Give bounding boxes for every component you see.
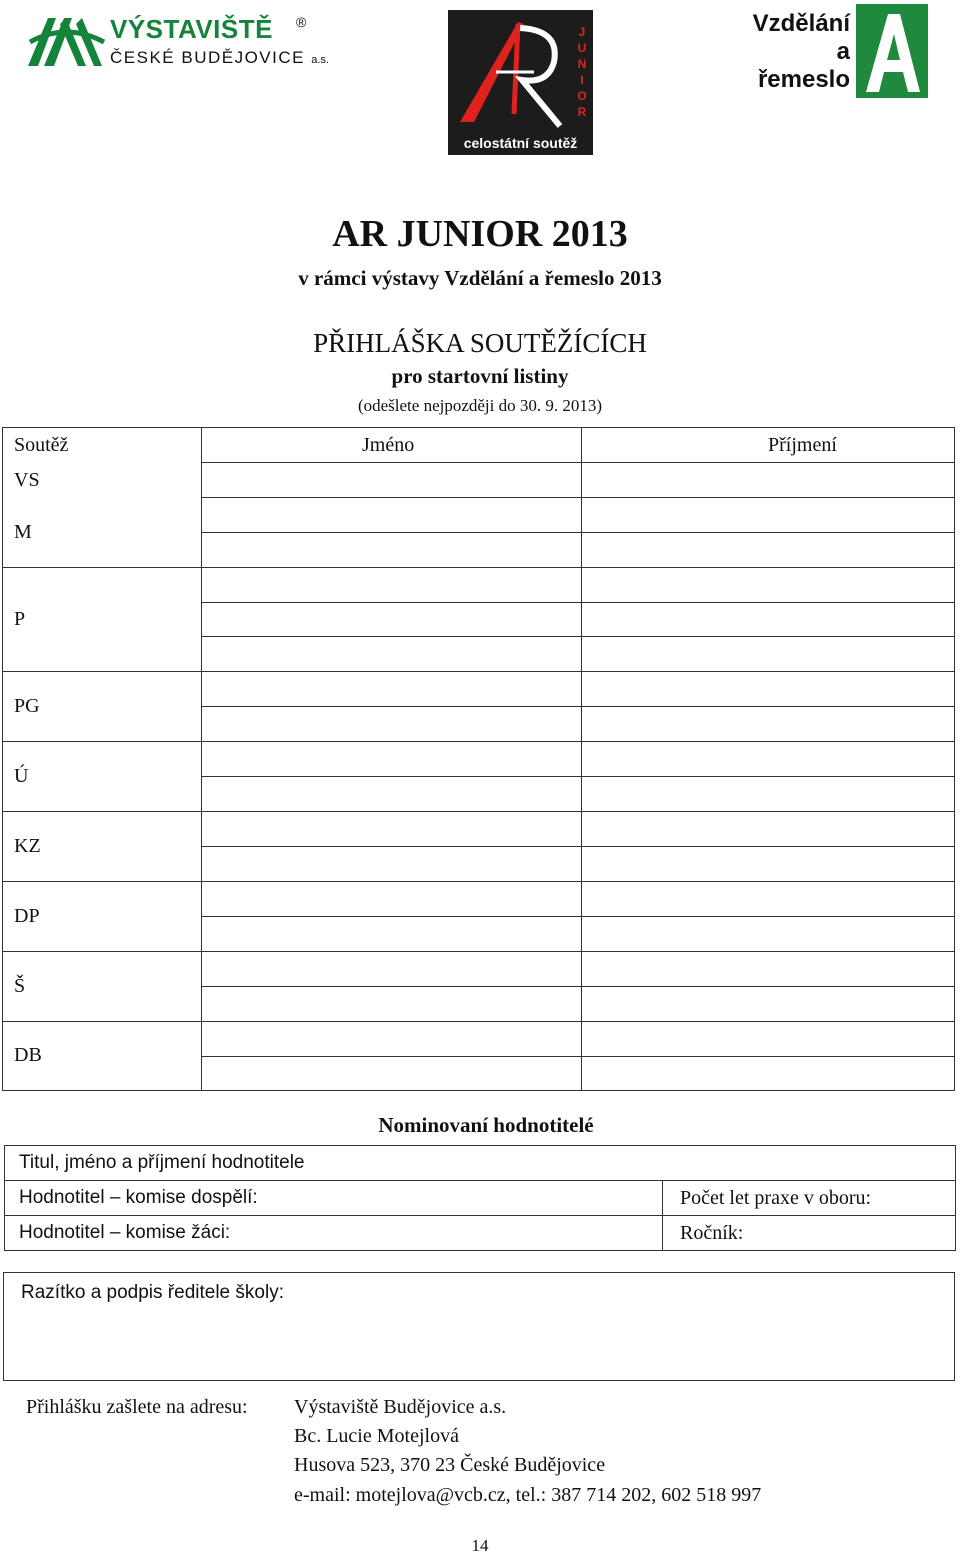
address-contact: Bc. Lucie Motejlová: [294, 1425, 459, 1447]
row-line: [201, 602, 955, 603]
vystaviste-logo: [26, 12, 329, 74]
deadline-note: (odešlete nejpozději do 30. 9. 2013): [357, 396, 603, 415]
eval-border-bottom: [4, 1250, 956, 1251]
registered-mark: ®: [296, 14, 307, 30]
group-label: Ú: [14, 765, 29, 787]
evaluator-header-label: Titul, jméno a příjmení hodnotitele: [19, 1152, 305, 1173]
vystaviste-mark-icon: [26, 12, 106, 68]
vzdelani-remeslo-text: Vzdělání a řemeslo: [752, 10, 850, 93]
row-line: [201, 776, 955, 777]
group-label: P: [14, 608, 26, 630]
group-line: [2, 567, 955, 568]
table-border-left: [2, 427, 3, 1090]
page-number: 14: [471, 1536, 489, 1555]
group-line: [2, 951, 955, 952]
evaluators-title: Nominovaní hodnotitelé: [378, 1113, 594, 1137]
row-line: [201, 497, 955, 498]
address-company: Výstaviště Budějovice a.s.: [294, 1396, 507, 1418]
adult-committee-label: Hodnotitel – komise dospělí:: [19, 1187, 258, 1208]
group-line: [2, 881, 955, 882]
vystaviste-city: ČESKÉ BUDĚJOVICE a.s.: [110, 48, 329, 67]
row-line: [201, 986, 955, 987]
address-label: Přihlášku zašlete na adresu:: [26, 1396, 248, 1418]
header-competition: Soutěž: [14, 434, 69, 456]
group-label: PG: [14, 695, 40, 717]
eval-border-top: [4, 1145, 956, 1146]
row-line: [201, 706, 955, 707]
page-subtitle: v rámci výstavy Vzdělání a řemeslo 2013: [298, 266, 662, 290]
table-border-bottom: [2, 1090, 955, 1091]
group-line: [2, 741, 955, 742]
group-label: Š: [14, 975, 26, 997]
practice-years-label: Počet let praxe v oboru:: [680, 1187, 872, 1209]
row-line: [201, 846, 955, 847]
eval-border-right: [955, 1145, 956, 1251]
ar-junior-logo: [448, 10, 593, 155]
header-underline: [201, 462, 955, 463]
ar-monogram-icon: [448, 10, 593, 135]
eval-row-line: [4, 1215, 956, 1216]
ar-junior-vertical: J U N I O R: [577, 25, 587, 119]
address-street: Husova 523, 370 23 České Budějovice: [294, 1454, 606, 1476]
grade-label: Ročník:: [680, 1222, 744, 1244]
eval-border-left: [4, 1145, 5, 1251]
group-label: DP: [14, 905, 40, 927]
table-divider-2: [581, 427, 582, 1090]
row-line: [201, 532, 955, 533]
group-label: KZ: [14, 835, 41, 857]
eval-divider: [662, 1180, 663, 1251]
group-label: DB: [14, 1044, 42, 1066]
stamp-border-bottom: [3, 1380, 955, 1381]
header-first-name: Jméno: [362, 434, 415, 456]
group-label: VS: [14, 469, 40, 491]
stamp-label: Razítko a podpis ředitele školy:: [21, 1282, 284, 1303]
row-line: [201, 916, 955, 917]
letter-a-emblem-icon: [856, 4, 928, 98]
table-border-top: [2, 427, 955, 428]
group-line: [2, 811, 955, 812]
group-label: M: [14, 521, 32, 543]
table-divider-1: [201, 427, 202, 1090]
vystaviste-name: VÝSTAVIŠTĚ: [110, 14, 273, 44]
stamp-border-right: [954, 1272, 955, 1381]
group-line: [2, 671, 955, 672]
form-subtitle: pro startovní listiny: [391, 364, 569, 388]
eval-row-line: [4, 1180, 956, 1181]
stamp-border-left: [3, 1272, 4, 1381]
table-border-right: [954, 427, 955, 1090]
row-line: [201, 636, 955, 637]
vzdelani-remeslo-logo: [752, 4, 930, 100]
ar-caption: celostátní soutěž: [463, 135, 578, 151]
group-line: [2, 1021, 955, 1022]
row-line: [201, 1056, 955, 1057]
header-last-name: Příjmení: [768, 434, 837, 456]
address-email-phone: e-mail: motejlova@vcb.cz, tel.: 387 714 202, 602 518 997: [294, 1484, 762, 1506]
stamp-border-top: [3, 1272, 955, 1273]
page-title: AR JUNIOR 2013: [332, 213, 628, 255]
pupil-committee-label: Hodnotitel – komise žáci:: [19, 1222, 231, 1243]
form-title: PŘIHLÁŠKA SOUTĚŽÍCÍCH: [313, 328, 647, 358]
